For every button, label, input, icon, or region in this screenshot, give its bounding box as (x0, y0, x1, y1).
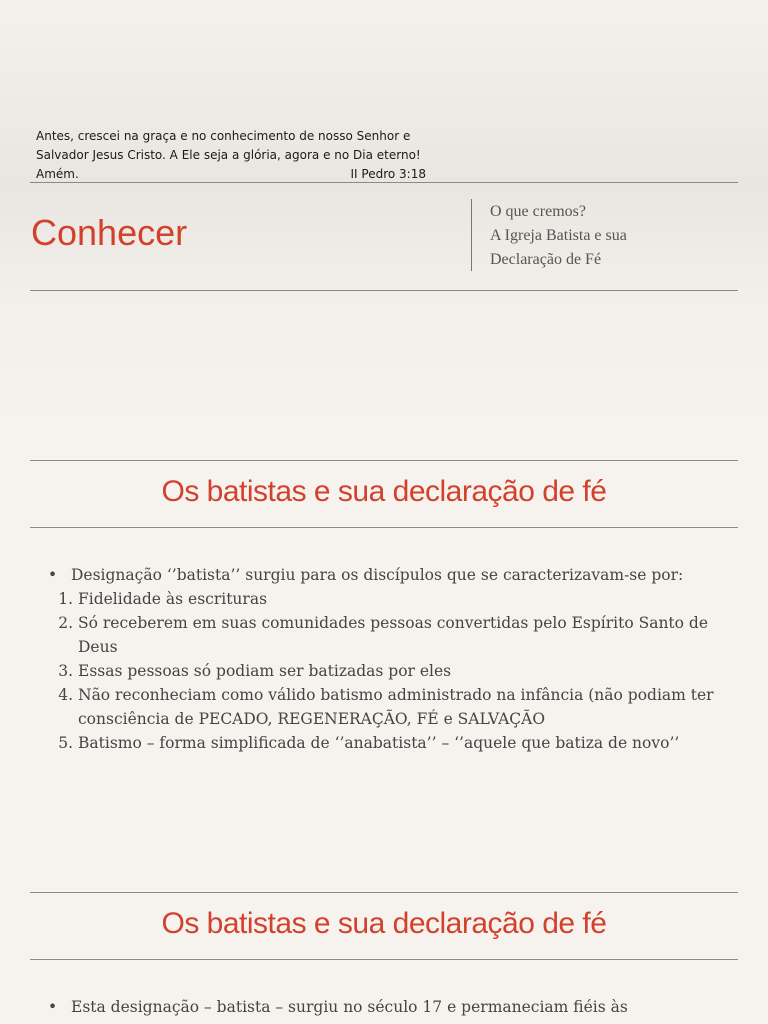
list-item: 2. Só receberem em suas comunidades pessoas convertidas pelo Espírito Santo de Deus (78, 611, 728, 659)
slide-1-title: Conhecer (31, 212, 188, 253)
list-item: 3. Essas pessoas só podiam ser batizadas por eles (78, 659, 728, 683)
slide-3-content (48, 995, 728, 1019)
slide-1-subtitle (490, 200, 730, 272)
slide-2-title: Os batistas e sua declaração de fé (161, 475, 607, 508)
list-item: 4. Não reconheciam como válido batismo administrado na infância (não podiam ter consciência de PECADO, REGENERAÇÃO, FÉ e SALVAÇÃO (78, 683, 728, 731)
list-item: 5. Batismo – forma simplificada de ‘’anabatista’’ – ‘’aquele que batiza de novo’’ (78, 731, 728, 755)
slide-3-rule-bottom (30, 959, 738, 960)
bullet-text: Esta designação – batista – surgiu no século 17 e permaneciam fiéis às (71, 998, 628, 1016)
bullet-marker: • (48, 566, 58, 584)
slide-3-title: Os batistas e sua declaração de fé (161, 907, 607, 940)
slide-2-content (48, 563, 728, 755)
verse-line-1: Antes, crescei na graça e no conhecimento de nosso Senhor e (36, 129, 411, 143)
subtitle-line-2: A Igreja Batista e sua (490, 227, 627, 244)
verse-quote (36, 127, 436, 184)
divider-bottom (30, 290, 738, 291)
list-item: 1. Fidelidade às escrituras (78, 587, 728, 611)
slide-2-rule-bottom (30, 527, 738, 528)
subtitle-line-1: O que cremos? (490, 203, 586, 220)
verse-reference: II Pedro 3:18 (350, 167, 426, 181)
slide-3-rule-top (30, 892, 738, 893)
subtitle-line-3: Declaração de Fé (490, 251, 602, 268)
bullet-text: Designação ‘’batista’’ surgiu para os discípulos que se caracterizavam-se por: (71, 566, 684, 584)
verse-line-2: Salvador Jesus Cristo. A Ele seja a glória, agora e no Dia eterno! (36, 148, 421, 162)
vertical-divider (471, 199, 472, 271)
bullet-item (48, 995, 728, 1019)
bullet-item (48, 563, 728, 587)
bullet-marker: • (48, 998, 58, 1016)
verse-amen: Amém. (36, 167, 79, 181)
slide-2-rule-top (30, 460, 738, 461)
divider-top (30, 182, 738, 183)
numbered-list (48, 587, 728, 755)
